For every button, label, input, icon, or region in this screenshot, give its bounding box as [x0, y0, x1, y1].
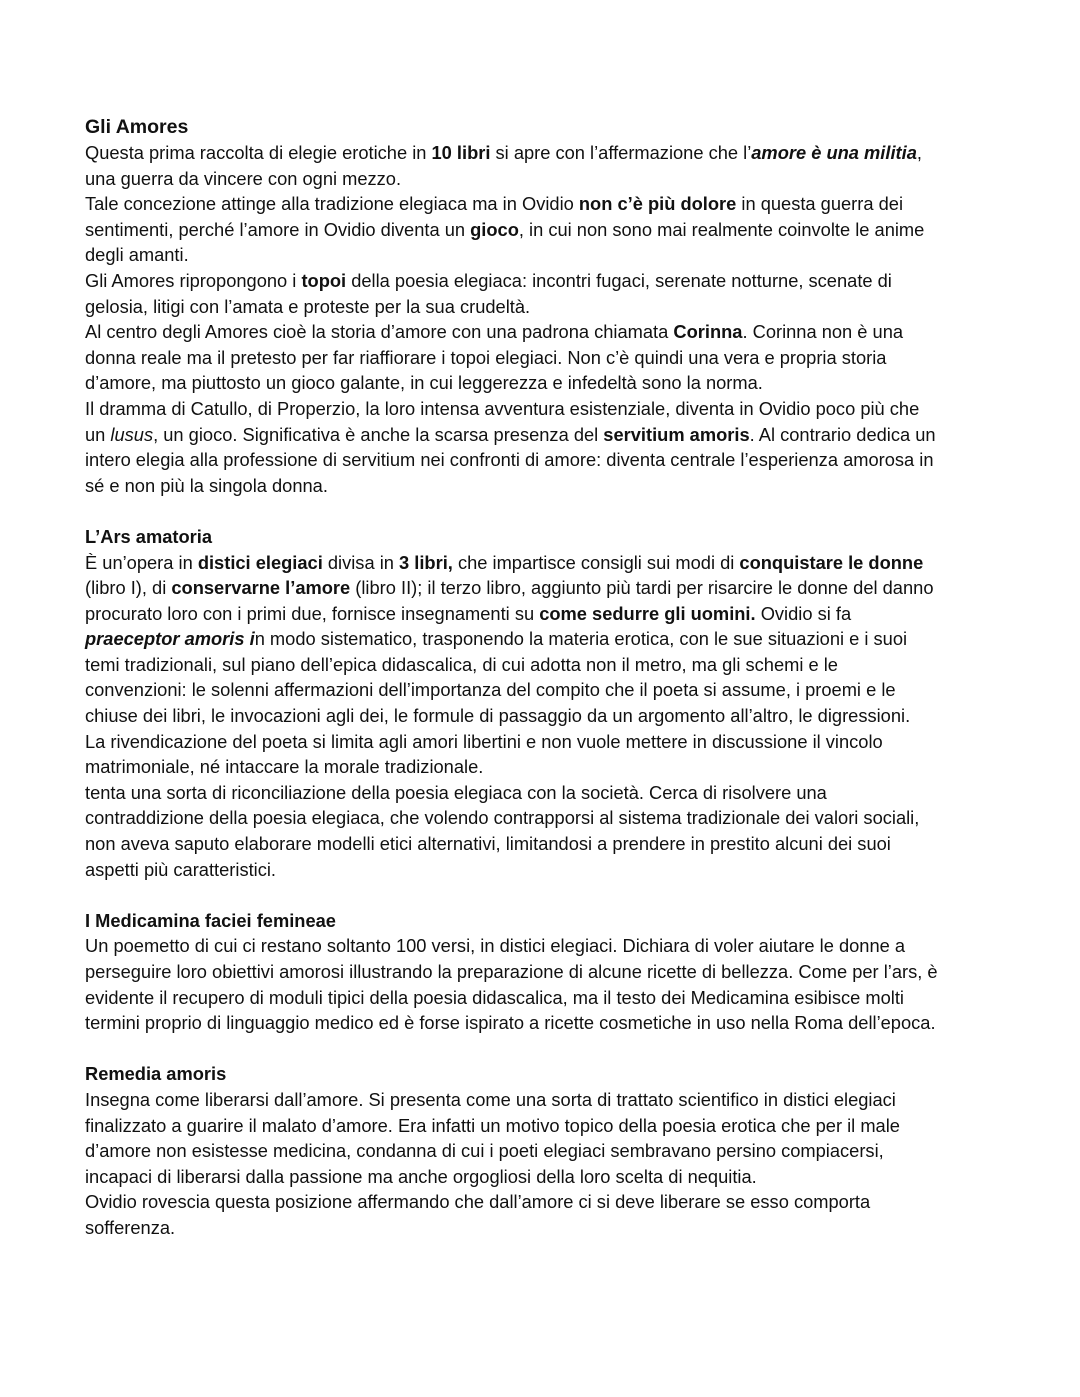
- text-line: [85, 985, 1005, 1011]
- text-run: perseguire loro obiettivi amorosi illustrando la preparazione di alcune ricette di bellezza. Come per l’ars, è: [85, 961, 938, 982]
- text-run: gioco: [470, 218, 519, 240]
- text-run: chiuse dei libri, le invocazioni agli dei, le formule di passaggio da un argomento all’altro, le digressioni.: [85, 705, 911, 727]
- text-run: Gli Amores ripropongono i: [85, 269, 302, 291]
- text-run: sofferenza.: [85, 1216, 176, 1238]
- text-line: [85, 677, 1005, 703]
- text-run: distici elegiaci: [197, 551, 323, 573]
- text-run: che impartisce consigli sui modi di: [452, 551, 740, 573]
- text-run: della poesia elegiaca: incontri fugaci, serenate notturne, scenate di: [346, 269, 892, 291]
- document-page: [85, 114, 1005, 1266]
- text-line: [85, 447, 1005, 473]
- text-run: Ovidio si fa: [755, 602, 852, 624]
- text-line: [85, 396, 1005, 422]
- text-run: Insegna come liberarsi dall’amore. Si presenta come una sorta di trattato scientifico in distici elegiaci: [85, 1088, 896, 1110]
- text-line: [85, 652, 1005, 678]
- text-run: Corinna: [673, 321, 743, 343]
- text-run: Ovidio rovescia questa posizione affermando che dall’amore ci si deve liberare se esso comporta: [85, 1191, 871, 1213]
- text-run: d’amore non esistesse medicina, condanna di cui i poeti elegiaci sembravano persino compiacersi,: [85, 1140, 884, 1162]
- text-line: [85, 242, 1005, 268]
- text-run: contraddizione della poesia elegiaca, che volendo contrapporsi al sistema tradizionale dei valori sociali,: [85, 807, 920, 829]
- text-run: non aveva saputo elaborare modelli etici alternativi, limitandosi a prendere in prestito alcuni dei suoi: [85, 833, 891, 855]
- text-run: (libro I), di: [85, 577, 172, 599]
- text-line: [85, 703, 1005, 729]
- text-line: [85, 217, 1005, 243]
- text-run: non c’è più dolore: [578, 193, 737, 215]
- section-body: [85, 933, 1005, 1035]
- section-medicamina: [85, 908, 1005, 1036]
- text-run: È un’opera in: [85, 551, 198, 573]
- text-run: incapaci di liberarsi dalla passione ma anche orgogliosi della loro scelta di nequitia.: [85, 1165, 757, 1187]
- text-run: 3 libri,: [399, 551, 453, 573]
- section-amores: [85, 114, 1005, 498]
- text-run: Questa prima raccolta di elegie erotiche in: [85, 142, 432, 163]
- text-run: matrimoniale, né intaccare la morale tradizionale.: [85, 756, 484, 778]
- text-run: evidente il recupero di moduli tipici della poesia didascalica, ma il testo dei Medicamina esibisce molti: [85, 986, 904, 1008]
- text-run: temi tradizionali, sul piano dell’epica didascalica, di cui adotta non il metro, ma gli schemi e le: [85, 653, 838, 675]
- section-title: I Medicamina faciei femineae: [85, 909, 336, 931]
- section-body: [85, 550, 1005, 883]
- text-run: degli amanti.: [85, 244, 189, 266]
- text-run: amore è una militia: [751, 142, 917, 163]
- text-run: . Corinna non è una: [742, 321, 904, 343]
- text-run: ,: [916, 142, 922, 163]
- text-run: finalizzato a guarire il malato d’amore. Era infatti un motivo topico della poesia erotica che per il male: [85, 1114, 900, 1136]
- text-run: topoi: [301, 269, 347, 291]
- text-run: conservarne l’amore: [171, 577, 351, 599]
- text-line: [85, 857, 1005, 883]
- text-run: sé e non più la singola donna.: [85, 474, 328, 496]
- text-line: [85, 805, 1005, 831]
- text-line: [85, 422, 1005, 448]
- text-run: 10 libri: [431, 142, 491, 163]
- text-run: (libro II); il terzo libro, aggiunto più tardi per risarcire le donne del danno: [350, 577, 934, 599]
- text-line: [85, 191, 1005, 217]
- text-run: Il dramma di Catullo, di Properzio, la loro intensa avventura esistenziale, diventa in Ovidio poco più che: [85, 397, 920, 419]
- text-run: sentimenti, perché l’amore in Ovidio diventa un: [85, 218, 471, 240]
- text-run: , un gioco. Significativa è anche la scarsa presenza del: [153, 423, 604, 445]
- text-line: [85, 729, 1005, 755]
- text-run: gelosia, litigi con l’amata e proteste per la sua crudeltà.: [85, 295, 531, 317]
- text-run: termini proprio di linguaggio medico ed è forse ispirato a ricette cosmetiche in uso nella Roma dell’epoca.: [85, 1012, 936, 1034]
- text-run: in questa guerra dei: [736, 193, 904, 215]
- text-run: . Al contrario dedica un: [749, 423, 936, 445]
- text-line: [85, 166, 1005, 192]
- text-run: donna reale ma il pretesto per far riaffiorare i topoi elegiaci. Non c’è quindi una vera e propria storia: [85, 346, 887, 368]
- text-run: La rivendicazione del poeta si limita agli amori libertini e non vuole mettere in discussione il vincolo: [85, 730, 883, 752]
- text-run: servitium amoris: [603, 423, 750, 445]
- text-run: come sedurre gli uomini.: [539, 602, 756, 624]
- text-line: [85, 140, 1005, 166]
- text-line: [85, 1010, 1005, 1036]
- section-remedia-amoris: [85, 1061, 1005, 1240]
- text-line: [85, 601, 1005, 627]
- text-line: [85, 345, 1005, 371]
- text-line: [85, 473, 1005, 499]
- text-run: divisa in: [322, 551, 400, 573]
- text-run: n modo sistematico, trasponendo la materia erotica, con le sue situazioni e i suoi: [254, 628, 908, 650]
- text-run: un: [85, 423, 111, 445]
- text-line: [85, 370, 1005, 396]
- text-run: si apre con l’affermazione che l’: [490, 142, 752, 163]
- section-title: Remedia amoris: [85, 1063, 227, 1085]
- text-line: [85, 1215, 1005, 1241]
- text-line: [85, 933, 1005, 959]
- text-run: lusus: [110, 423, 154, 445]
- text-line: [85, 268, 1005, 294]
- text-line: [85, 1189, 1005, 1215]
- text-run: , in cui non sono mai realmente coinvolte le anime: [518, 218, 925, 240]
- text-line: [85, 754, 1005, 780]
- text-run: praeceptor amoris i: [85, 628, 255, 650]
- text-line: [85, 959, 1005, 985]
- text-line: [85, 319, 1005, 345]
- text-run: procurato loro con i primi due, fornisce insegnamenti su: [85, 602, 540, 624]
- text-run: conquistare le donne: [739, 551, 924, 573]
- text-line: [85, 575, 1005, 601]
- text-line: [85, 1087, 1005, 1113]
- text-line: [85, 1164, 1005, 1190]
- text-line: [85, 780, 1005, 806]
- section-title: L’Ars amatoria: [85, 525, 213, 547]
- text-run: intero elegia alla professione di servitium nei confronti di amore: diventa centrale l’esperienza amorosa in: [85, 449, 934, 471]
- text-line: [85, 550, 1005, 576]
- section-body: [85, 140, 1005, 498]
- text-run: d’amore, ma piuttosto un gioco galante, in cui leggerezza e infedeltà sono la norma.: [85, 372, 763, 394]
- text-run: Un poemetto di cui ci restano soltanto 100 versi, in distici elegiaci. Dichiara di voler aiutare le donne a: [85, 935, 906, 957]
- text-run: Al centro degli Amores cioè la storia d’amore con una padrona chiamata: [85, 321, 674, 343]
- text-line: [85, 294, 1005, 320]
- text-line: [85, 626, 1005, 652]
- text-line: [85, 1113, 1005, 1139]
- section-title: Gli Amores: [85, 116, 189, 138]
- text-run: Tale concezione attinge alla tradizione elegiaca ma in Ovidio: [85, 193, 579, 215]
- text-run: tenta una sorta di riconciliazione della poesia elegiaca con la società. Cerca di risolvere una: [85, 781, 827, 803]
- section-ars-amatoria: [85, 524, 1005, 882]
- text-line: [85, 1138, 1005, 1164]
- text-line: [85, 831, 1005, 857]
- text-run: aspetti più caratteristici.: [85, 858, 277, 880]
- section-body: [85, 1087, 1005, 1241]
- text-run: una guerra da vincere con ogni mezzo.: [85, 167, 402, 189]
- text-run: convenzioni: le solenni affermazioni dell’importanza del compito che il poeta si assume, i proemi e le: [85, 679, 896, 701]
